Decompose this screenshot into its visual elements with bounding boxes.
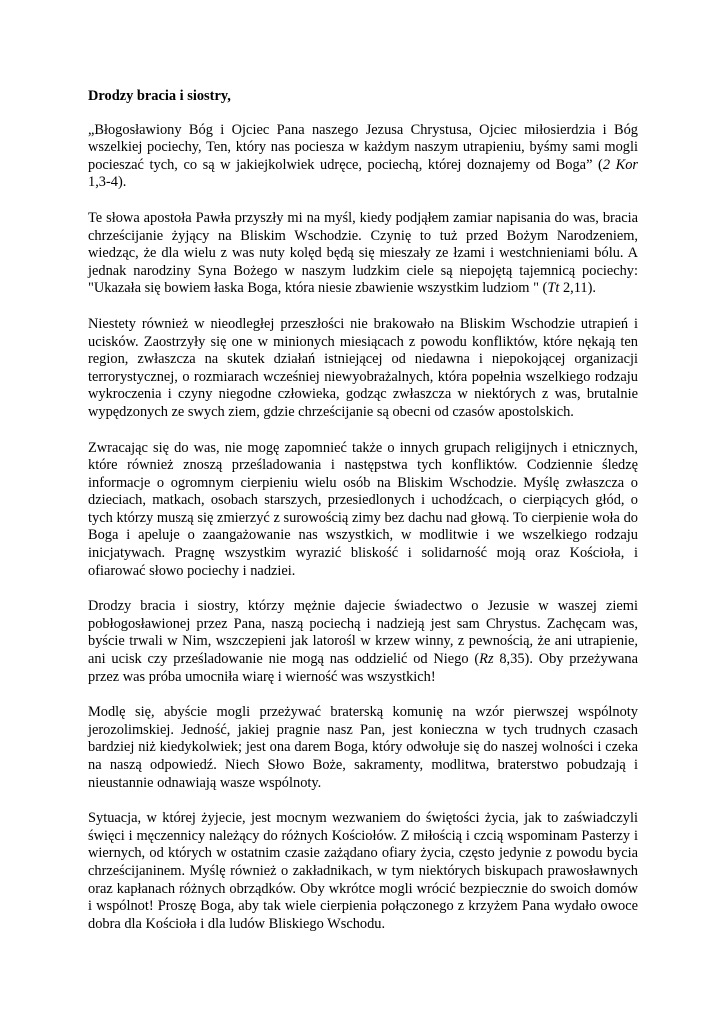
paragraph-text: 2,11).: [559, 280, 596, 297]
paragraph: [88, 810, 638, 933]
scripture-reference: Rz: [479, 651, 494, 668]
paragraph-text: Niestety również w nieodległej przeszłości nie brakowało na Bliskim Wschodzie utrapień i ucisków. Zaostrzyły się one w minionych miesiącach z powodu konfliktów, które nękają ten region, zwłaszcza na skutek działań istniejącej od niedawna i niepokojącej organizacji terrorystycznej, o rozmiarach wcześniej niewyobrażalnych, która popełnia wszelkiego rodzaju wykroczenia i czyny niegodne człowieka, godząc zwłaszcza w niektórych z was, brutalnie wypędzonych ze swych ziem, gdzie chrześcijanie są obecni od czasów apostolskich.: [88, 315, 638, 420]
paragraph-text: 8,35). Oby przeżywana przez was próba umocniła wiarę i wierność was wszystkich!: [88, 651, 638, 685]
letter-body: [88, 122, 638, 934]
paragraph-text: 1,3-4).: [88, 174, 127, 191]
scripture-reference: Tt: [547, 280, 560, 297]
letter-page: [88, 88, 638, 951]
paragraph: [88, 210, 638, 298]
greeting: Drodzy bracia i siostry,: [88, 88, 231, 104]
paragraph-text: Drodzy bracia i siostry, którzy mężnie dajecie świadectwo o Jezusie w waszej ziemi pobłogosławionej przez Pana, naszą pociechą i nadzieją jest sam Chrystus. Zachęcam was, byście trwali w Nim, wszczepieni jak latorośl w krzew winny, z pewnością, że ani utrapienie, ani ucisk czy prześladowanie nie mogą nas oddzielić od Niego (: [88, 598, 638, 668]
scripture-reference: 2 Kor: [602, 156, 638, 173]
paragraph-text: „Błogosławiony Bóg i Ojciec Pana naszego Jezusa Chrystusa, Ojciec miłosierdzia i Bóg wszelkiej pociechy, Ten, który nas pociesza w każdym naszym utrapieniu, byśmy sami mogli pocieszać tych, co są w jakiejkolwiek udręce, pociechą, której doznajemy od Boga” (: [88, 121, 638, 173]
paragraph-text: Modlę się, abyście mogli przeżywać braterską komunię na wzór pierwszej wspólnoty jerozolimskiej. Jedność, jakiej pragnie nasz Pan, jest konieczna w tych trudnych czasach bardziej niż kiedykolwiek; jest ona darem Boga, który odwołuje się do naszej wolności i czeka na naszą odpowiedź. Niech Słowo Boże, sakramenty, modlitwa, braterstwo pobudzają i nieustannie odnawiają wasze wspólnoty.: [88, 704, 638, 791]
paragraph: [88, 440, 638, 581]
paragraph: [88, 316, 638, 422]
paragraph-text: Sytuacja, w której żyjecie, jest mocnym wezwaniem do świętości życia, jak to zaświadczyli święci i męczennicy należący do różnych Kościołów. Z miłością i czcią wspominam Pasterzy i wiernych, od których w ostatnim czasie zażądano ofiary życia, często jedynie z powodu bycia chrześcijaninem. Myślę również o zakładnikach, w tym niektórych biskupach prawosławnych oraz kapłanach różnych obrządków. Oby wkrótce mogli wrócić bezpiecznie do swoich domów i wspólnot! Proszę Boga, aby tak wiele cierpienia połączonego z krzyżem Pana wydało owoce dobra dla Kościoła i dla ludów Bliskiego Wschodu.: [88, 810, 638, 932]
paragraph: [88, 598, 638, 686]
paragraph: [88, 704, 638, 792]
paragraph-text: Zwracając się do was, nie mogę zapomnieć także o innych grupach religijnych i etnicznych, które również znoszą prześladowania i następstwa tych konfliktów. Codziennie śledzę informacje o ogromnym cierpieniu wielu osób na Bliskim Wschodzie. Myślę zwłaszcza o dzieciach, matkach, osobach starszych, przesiedlonych i uchodźcach, o cierpiących głód, o tych którzy muszą się zmierzyć z surowością zimy bez dachu nad głową. To cierpienie woła do Boga i apeluje o zaangażowanie nas wszystkich, w modlitwie i we wszelkiego rodzaju inicjatywach. Pragnę wszystkim wyrazić bliskość i solidarność moją oraz Kościoła, i ofiarować słowo pociechy i nadziei.: [88, 439, 638, 579]
paragraph: [88, 122, 638, 192]
paragraph-text: Te słowa apostoła Pawła przyszły mi na myśl, kiedy podjąłem zamiar napisania do was, bracia chrześcijanie żyjący na Bliskim Wschodzie. Czynię to tuż przed Bożym Narodzeniem, wiedząc, że dla wielu z was nuty kolęd będą się mieszały ze łzami i westchnieniami bólu. A jednak narodziny Syna Bożego w naszym ludzkim ciele są niepojętą tajemnicą pociechy: "Ukazała się bowiem łaska Boga, która niesie zbawienie wszystkim ludziom " (: [88, 209, 638, 297]
